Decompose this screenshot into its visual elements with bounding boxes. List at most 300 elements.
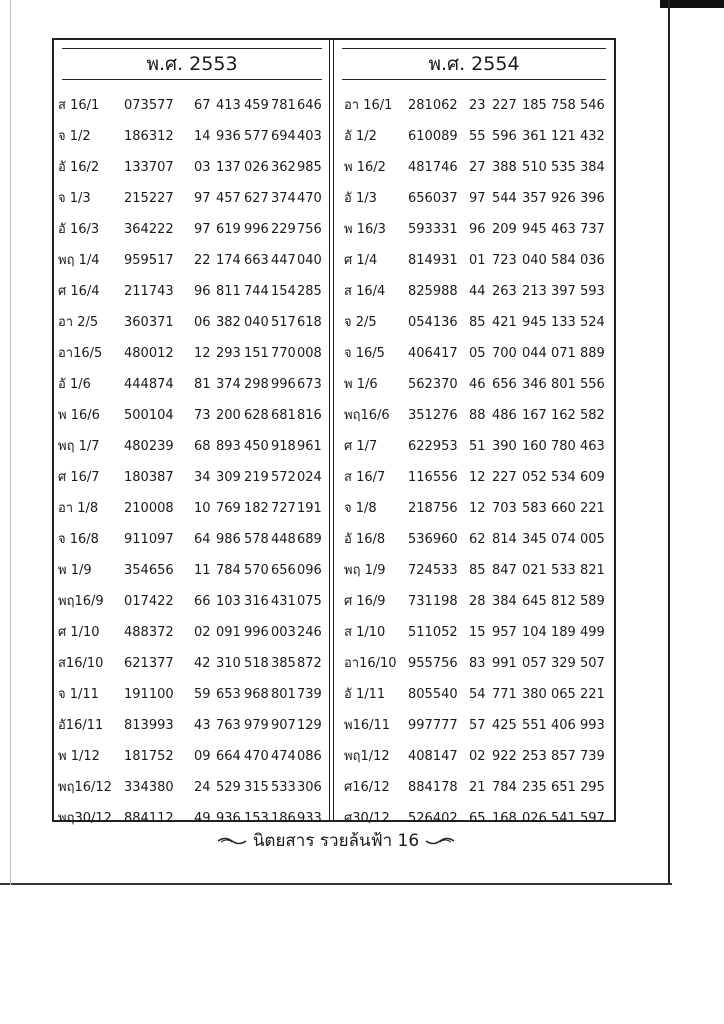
- cell-first: 884112: [124, 811, 174, 826]
- cell-t1: 168: [492, 811, 517, 826]
- cell-t2: 627: [244, 191, 269, 206]
- cell-t4: 556: [580, 377, 605, 392]
- cell-t4: 609: [580, 470, 605, 485]
- table-row: [54, 276, 330, 307]
- cell-t1: 457: [216, 191, 241, 206]
- cell-t4: 040: [297, 253, 322, 268]
- cell-t4: 008: [297, 346, 322, 361]
- cell-t3: 003: [271, 625, 296, 640]
- cell-t1: 991: [492, 656, 517, 671]
- cell-first: 526402: [408, 811, 458, 826]
- cell-t2: 459: [244, 98, 269, 113]
- cell-first: 622953: [408, 439, 458, 454]
- cell-t3: 406: [551, 718, 576, 733]
- cell-two: 02: [194, 625, 211, 640]
- cell-t3: 121: [551, 129, 576, 144]
- cell-t2: 361: [522, 129, 547, 144]
- cell-t3: 074: [551, 532, 576, 547]
- cell-first: 488372: [124, 625, 174, 640]
- cell-t1: 596: [492, 129, 517, 144]
- page-footer: [0, 828, 672, 854]
- cell-t2: 160: [522, 439, 547, 454]
- cell-date: จ 16/8: [58, 532, 99, 547]
- footer-text: นิตยสาร รวยล้นฟ้า 16: [252, 831, 420, 851]
- cell-t1: 619: [216, 222, 241, 237]
- cell-first: 825988: [408, 284, 458, 299]
- table-row: [54, 555, 330, 586]
- cell-first: 408147: [408, 749, 458, 764]
- cell-date: ศ 1/10: [58, 625, 100, 640]
- cell-t4: 470: [297, 191, 322, 206]
- cell-date: พฤ1/12: [344, 749, 390, 764]
- cell-first: 054136: [408, 315, 458, 330]
- cell-t1: 763: [216, 718, 241, 733]
- cell-t4: 306: [297, 780, 322, 795]
- cell-t3: 996: [271, 377, 296, 392]
- cell-t3: 780: [551, 439, 576, 454]
- cell-t3: 065: [551, 687, 576, 702]
- cell-t3: 329: [551, 656, 576, 671]
- cell-t1: 653: [216, 687, 241, 702]
- cell-first: 334380: [124, 780, 174, 795]
- table-row: [334, 369, 614, 400]
- cell-t4: 086: [297, 749, 322, 764]
- cell-t1: 922: [492, 749, 517, 764]
- cell-t1: 769: [216, 501, 241, 516]
- cell-date: พฤ 1/7: [58, 439, 100, 454]
- cell-t2: 040: [244, 315, 269, 330]
- cell-two: 64: [194, 532, 211, 547]
- ornament-left-icon: [217, 836, 247, 846]
- cell-t2: 151: [244, 346, 269, 361]
- cell-first: 073577: [124, 98, 174, 113]
- table-row: [334, 772, 614, 803]
- cell-date: พ 1/6: [344, 377, 378, 392]
- cell-first: 191100: [124, 687, 174, 702]
- cell-t3: 857: [551, 749, 576, 764]
- cell-t2: 518: [244, 656, 269, 671]
- cell-t3: 656: [271, 563, 296, 578]
- cell-date: พฤ30/12: [58, 811, 112, 826]
- cell-t4: 096: [297, 563, 322, 578]
- cell-two: 02: [469, 749, 486, 764]
- cell-two: 97: [194, 222, 211, 237]
- cell-date: ศ16/12: [344, 780, 390, 795]
- cell-two: 51: [469, 439, 486, 454]
- cell-first: 210008: [124, 501, 174, 516]
- cell-first: 593331: [408, 222, 458, 237]
- cell-two: 88: [469, 408, 486, 423]
- cell-t3: 474: [271, 749, 296, 764]
- cell-first: 731198: [408, 594, 458, 609]
- column-2553: [54, 40, 330, 826]
- cell-two: 05: [469, 346, 486, 361]
- table-row: [334, 586, 614, 617]
- cell-t2: 570: [244, 563, 269, 578]
- cell-date: อั 16/2: [58, 160, 100, 175]
- cell-t2: 996: [244, 222, 269, 237]
- cell-date: อา 1/8: [58, 501, 99, 516]
- cell-t1: 814: [492, 532, 517, 547]
- cell-two: 12: [469, 501, 486, 516]
- table-row: [54, 772, 330, 803]
- cell-t2: 026: [522, 811, 547, 826]
- table-row: [54, 462, 330, 493]
- table-row: [334, 121, 614, 152]
- cell-t3: 727: [271, 501, 296, 516]
- cell-t4: 285: [297, 284, 322, 299]
- cell-two: 57: [469, 718, 486, 733]
- cell-two: 49: [194, 811, 211, 826]
- cell-t1: 936: [216, 129, 241, 144]
- cell-t2: 057: [522, 656, 547, 671]
- cell-t1: 137: [216, 160, 241, 175]
- cell-t1: 374: [216, 377, 241, 392]
- cell-first: 656037: [408, 191, 458, 206]
- cell-date: อั 1/11: [344, 687, 386, 702]
- cell-two: 66: [194, 594, 211, 609]
- cell-t1: 103: [216, 594, 241, 609]
- cell-t3: 229: [271, 222, 296, 237]
- cell-t4: 589: [580, 594, 605, 609]
- cell-t3: 533: [551, 563, 576, 578]
- cell-two: 97: [194, 191, 211, 206]
- cell-t3: 926: [551, 191, 576, 206]
- cell-date: พ 1/9: [58, 563, 92, 578]
- scan-border-bottom: [0, 883, 672, 885]
- table-row: [54, 648, 330, 679]
- cell-t3: 770: [271, 346, 296, 361]
- cell-t4: 295: [580, 780, 605, 795]
- cell-t3: 651: [551, 780, 576, 795]
- cell-t4: 872: [297, 656, 322, 671]
- cell-t1: 486: [492, 408, 517, 423]
- cell-t4: 396: [580, 191, 605, 206]
- scan-border-left: [10, 0, 11, 885]
- cell-first: 211743: [124, 284, 174, 299]
- cell-first: 180387: [124, 470, 174, 485]
- cell-t2: 357: [522, 191, 547, 206]
- table-row: [54, 245, 330, 276]
- cell-t4: 005: [580, 532, 605, 547]
- cell-t4: 024: [297, 470, 322, 485]
- table-row: [54, 338, 330, 369]
- table-row: [334, 741, 614, 772]
- table-row: [334, 183, 614, 214]
- cell-t4: 618: [297, 315, 322, 330]
- cell-date: พ 16/6: [58, 408, 100, 423]
- cell-date: พ 1/12: [58, 749, 100, 764]
- cell-t2: 253: [522, 749, 547, 764]
- cell-t4: 075: [297, 594, 322, 609]
- cell-t3: 758: [551, 98, 576, 113]
- table-row: [334, 524, 614, 555]
- table-row: [54, 524, 330, 555]
- cell-date: ส 16/7: [344, 470, 386, 485]
- cell-date: พ 16/2: [344, 160, 386, 175]
- cell-t3: 907: [271, 718, 296, 733]
- table-row: [334, 400, 614, 431]
- cell-two: 85: [469, 563, 486, 578]
- cell-t4: 597: [580, 811, 605, 826]
- cell-first: 480012: [124, 346, 174, 361]
- cell-t3: 535: [551, 160, 576, 175]
- cell-two: 01: [469, 253, 486, 268]
- cell-two: 46: [469, 377, 486, 392]
- cell-date: ศ 16/7: [58, 470, 100, 485]
- cell-t2: 945: [522, 222, 547, 237]
- cell-t3: 533: [271, 780, 296, 795]
- cell-date: พฤ 1/4: [58, 253, 100, 268]
- cell-t1: 656: [492, 377, 517, 392]
- cell-date: อั 1/2: [344, 129, 377, 144]
- column-2554: [334, 40, 614, 826]
- cell-first: 884178: [408, 780, 458, 795]
- cell-t2: 167: [522, 408, 547, 423]
- cell-t4: 756: [297, 222, 322, 237]
- cell-t1: 664: [216, 749, 241, 764]
- cell-date: พ 16/3: [344, 222, 386, 237]
- cell-t1: 382: [216, 315, 241, 330]
- cell-t2: 104: [522, 625, 547, 640]
- cell-t2: 346: [522, 377, 547, 392]
- table-row: [54, 152, 330, 183]
- cell-two: 43: [194, 718, 211, 733]
- ornament-right-icon: [425, 836, 455, 846]
- cell-t1: 771: [492, 687, 517, 702]
- cell-t2: 219: [244, 470, 269, 485]
- cell-date: อั 16/8: [344, 532, 386, 547]
- cell-t4: 646: [297, 98, 322, 113]
- cell-first: 281062: [408, 98, 458, 113]
- table-row: [334, 431, 614, 462]
- cell-two: 10: [194, 501, 211, 516]
- cell-t2: 968: [244, 687, 269, 702]
- cell-t1: 421: [492, 315, 517, 330]
- cell-t1: 227: [492, 98, 517, 113]
- cell-two: 11: [194, 563, 211, 578]
- cell-t3: 374: [271, 191, 296, 206]
- cell-t1: 957: [492, 625, 517, 640]
- cell-t4: 221: [580, 501, 605, 516]
- table-row: [54, 214, 330, 245]
- cell-two: 68: [194, 439, 211, 454]
- cell-date: พฤ 1/9: [344, 563, 386, 578]
- cell-t4: 933: [297, 811, 322, 826]
- cell-t4: 593: [580, 284, 605, 299]
- cell-date: อั 16/3: [58, 222, 100, 237]
- cell-date: ศ 1/7: [344, 439, 378, 454]
- cell-t1: 200: [216, 408, 241, 423]
- cell-t4: 246: [297, 625, 322, 640]
- cell-first: 481746: [408, 160, 458, 175]
- cell-t1: 529: [216, 780, 241, 795]
- cell-t4: 961: [297, 439, 322, 454]
- cell-t4: 403: [297, 129, 322, 144]
- cell-t1: 413: [216, 98, 241, 113]
- cell-two: 03: [194, 160, 211, 175]
- cell-t1: 986: [216, 532, 241, 547]
- cell-two: 65: [469, 811, 486, 826]
- cell-t1: 703: [492, 501, 517, 516]
- cell-t3: 572: [271, 470, 296, 485]
- cell-two: 62: [469, 532, 486, 547]
- cell-date: พฤ16/9: [58, 594, 104, 609]
- cell-t2: 551: [522, 718, 547, 733]
- cell-date: พ16/11: [344, 718, 391, 733]
- cell-t1: 390: [492, 439, 517, 454]
- cell-t2: 021: [522, 563, 547, 578]
- table-row: [334, 276, 614, 307]
- cell-t4: 737: [580, 222, 605, 237]
- cell-first: 911097: [124, 532, 174, 547]
- cell-two: 73: [194, 408, 211, 423]
- cell-two: 59: [194, 687, 211, 702]
- table-row: [54, 183, 330, 214]
- cell-t3: 534: [551, 470, 576, 485]
- cell-date: จ 1/2: [58, 129, 91, 144]
- table-row: [54, 710, 330, 741]
- cell-t2: 450: [244, 439, 269, 454]
- cell-t4: 036: [580, 253, 605, 268]
- cell-t1: 544: [492, 191, 517, 206]
- cell-t3: 694: [271, 129, 296, 144]
- cell-date: ส 16/1: [58, 98, 100, 113]
- cell-t3: 584: [551, 253, 576, 268]
- cell-two: 14: [194, 129, 211, 144]
- cell-t1: 936: [216, 811, 241, 826]
- cell-t2: 315: [244, 780, 269, 795]
- cell-date: พฤ16/6: [344, 408, 390, 423]
- cell-t1: 091: [216, 625, 241, 640]
- cell-t1: 811: [216, 284, 241, 299]
- cell-t2: 628: [244, 408, 269, 423]
- table-row: [54, 493, 330, 524]
- cell-t2: 235: [522, 780, 547, 795]
- cell-t2: 645: [522, 594, 547, 609]
- cell-t4: 673: [297, 377, 322, 392]
- cell-two: 21: [469, 780, 486, 795]
- cell-t1: 893: [216, 439, 241, 454]
- cell-two: 12: [194, 346, 211, 361]
- table-row: [334, 245, 614, 276]
- cell-two: 34: [194, 470, 211, 485]
- cell-t2: 663: [244, 253, 269, 268]
- cell-t2: 182: [244, 501, 269, 516]
- cell-first: 814931: [408, 253, 458, 268]
- cell-first: 406417: [408, 346, 458, 361]
- cell-t1: 293: [216, 346, 241, 361]
- cell-date: ศ 16/9: [344, 594, 386, 609]
- cell-two: 81: [194, 377, 211, 392]
- cell-t1: 384: [492, 594, 517, 609]
- cell-t3: 463: [551, 222, 576, 237]
- cell-t3: 162: [551, 408, 576, 423]
- cell-first: 610089: [408, 129, 458, 144]
- cell-first: 480239: [124, 439, 174, 454]
- cell-t3: 397: [551, 284, 576, 299]
- cell-t2: 996: [244, 625, 269, 640]
- cell-t1: 174: [216, 253, 241, 268]
- cell-date: ศ 16/4: [58, 284, 100, 299]
- cell-date: ศ 1/4: [344, 253, 378, 268]
- table-row: [54, 90, 330, 121]
- cell-t2: 185: [522, 98, 547, 113]
- cell-t4: 384: [580, 160, 605, 175]
- table-row: [54, 431, 330, 462]
- cell-t1: 310: [216, 656, 241, 671]
- table-row: [334, 555, 614, 586]
- cell-t1: 227: [492, 470, 517, 485]
- cell-t2: 744: [244, 284, 269, 299]
- cell-first: 017422: [124, 594, 174, 609]
- cell-t1: 784: [492, 780, 517, 795]
- cell-t4: 821: [580, 563, 605, 578]
- cell-t4: 432: [580, 129, 605, 144]
- cell-two: 55: [469, 129, 486, 144]
- table-row: [334, 214, 614, 245]
- cell-t3: 447: [271, 253, 296, 268]
- cell-t3: 362: [271, 160, 296, 175]
- cell-t2: 945: [522, 315, 547, 330]
- cell-t4: 739: [580, 749, 605, 764]
- cell-t3: 186: [271, 811, 296, 826]
- cell-t1: 700: [492, 346, 517, 361]
- table-row: [334, 617, 614, 648]
- cell-t2: 979: [244, 718, 269, 733]
- cell-t4: 507: [580, 656, 605, 671]
- cell-t2: 380: [522, 687, 547, 702]
- cell-date: ศ30/12: [344, 811, 390, 826]
- cell-date: อั16/11: [58, 718, 104, 733]
- table-row: [54, 679, 330, 710]
- cell-t4: 499: [580, 625, 605, 640]
- cell-t3: 133: [551, 315, 576, 330]
- cell-t3: 431: [271, 594, 296, 609]
- cell-t2: 213: [522, 284, 547, 299]
- cell-date: อั 1/6: [58, 377, 91, 392]
- cell-two: 27: [469, 160, 486, 175]
- cell-t4: 816: [297, 408, 322, 423]
- cell-date: จ 1/8: [344, 501, 377, 516]
- cell-t4: 546: [580, 98, 605, 113]
- table-row: [334, 152, 614, 183]
- table-row: [54, 400, 330, 431]
- cell-first: 133707: [124, 160, 174, 175]
- cell-t2: 316: [244, 594, 269, 609]
- cell-t3: 781: [271, 98, 296, 113]
- table-row: [334, 710, 614, 741]
- cell-t2: 470: [244, 749, 269, 764]
- cell-t4: 524: [580, 315, 605, 330]
- cell-t1: 784: [216, 563, 241, 578]
- table-row: [54, 741, 330, 772]
- cell-t4: 463: [580, 439, 605, 454]
- cell-date: จ 16/5: [344, 346, 385, 361]
- cell-two: 97: [469, 191, 486, 206]
- cell-t1: 388: [492, 160, 517, 175]
- cell-t3: 660: [551, 501, 576, 516]
- table-row: [54, 369, 330, 400]
- cell-t4: 689: [297, 532, 322, 547]
- cell-first: 500104: [124, 408, 174, 423]
- cell-t3: 681: [271, 408, 296, 423]
- cell-two: 42: [194, 656, 211, 671]
- table-row: [54, 121, 330, 152]
- cell-t4: 221: [580, 687, 605, 702]
- cell-t3: 541: [551, 811, 576, 826]
- cell-t3: 385: [271, 656, 296, 671]
